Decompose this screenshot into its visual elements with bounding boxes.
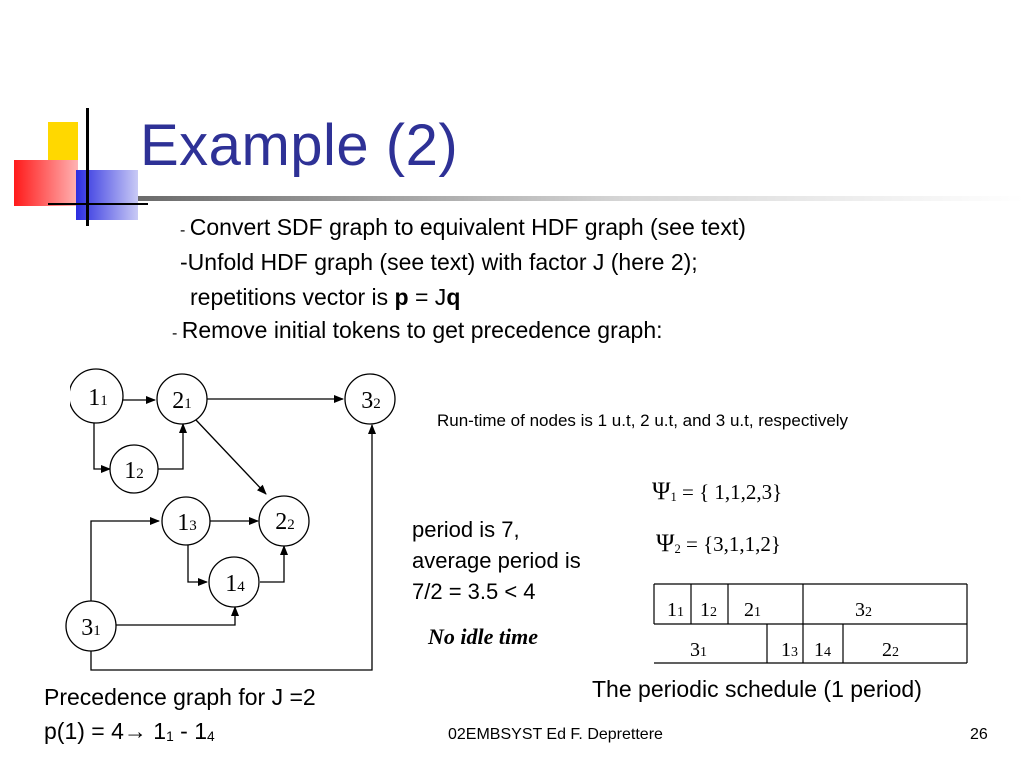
slide-title: Example (2) [140, 113, 459, 178]
edge-21-22 [196, 420, 266, 494]
p-b-sub: 4 [207, 729, 215, 745]
p-prefix: p(1) = 4 [44, 718, 124, 744]
bullet-1-text: Convert SDF graph to equivalent HDF graph (see text) [189, 214, 746, 240]
bullet-1-dash: - [180, 222, 190, 239]
schedule-cell-2-1: 21 [744, 599, 761, 621]
psi2-symbol: Ψ [656, 530, 675, 557]
page-number: 26 [970, 726, 988, 743]
graph-node-3-2: 32 [361, 388, 381, 414]
graph-node-3-1: 31 [81, 615, 101, 641]
graph-node-1-2: 12 [124, 458, 144, 484]
psi1-set: = { 1,1,2,3} [676, 480, 783, 504]
rep-prefix: repetitions vector is [190, 284, 395, 310]
rep-p: p [394, 284, 409, 310]
edge-14-22 [260, 546, 284, 582]
psi2-subscript: 2 [674, 541, 681, 556]
edge-11-12 [94, 422, 110, 469]
period-line-3: 7/2 = 3.5 < 4 [412, 579, 536, 604]
period-text [412, 514, 581, 607]
bullet-2-dash: - [180, 249, 188, 275]
graph-node-2-1: 21 [172, 388, 192, 414]
psi2-formula [656, 530, 781, 558]
node-11-mask [64, 380, 70, 412]
p-a: 1 [146, 718, 167, 744]
period-line-1: period is 7, [412, 517, 520, 542]
graph-node-1-4: 14 [225, 571, 245, 597]
p-formula [44, 718, 215, 745]
no-idle-note: No idle time [428, 624, 538, 649]
schedule-cell-1-4: 14 [814, 639, 831, 661]
bullet-2-text: Unfold HDF graph (see text) with factor J (here 2); [187, 249, 698, 275]
psi1-symbol: Ψ [652, 478, 671, 505]
schedule-cell-3-2: 32 [855, 599, 872, 621]
schedule-cell-1-1: 11 [667, 599, 684, 621]
schedule-cell-2-2: 22 [882, 639, 899, 661]
psi1-formula [652, 478, 782, 506]
psi2-set: = {3,1,1,2} [680, 532, 782, 556]
graph-node-1-3: 13 [177, 510, 197, 536]
schedule-cell-1-2: 12 [700, 599, 717, 621]
p-a-sub: 1 [166, 729, 174, 745]
rep-q: q [446, 284, 461, 310]
bullet-3-text: Remove initial tokens to get precedence graph: [181, 317, 663, 343]
schedule-cell-1-3: 13 [781, 639, 798, 661]
p-mid: - 1 [173, 718, 208, 744]
footer-text: 02EMBSYST Ed F. Deprettere [448, 726, 663, 743]
graph-node-2-2: 22 [275, 509, 295, 535]
schedule-cell-3-1: 31 [690, 639, 707, 661]
rep-eq: = J [408, 284, 447, 310]
runtime-note: Run-time of nodes is 1 u.t, 2 u.t, and 3 u.t, respectively [437, 411, 849, 430]
arrow-icon: → [123, 719, 147, 744]
precedence-graph [0, 0, 440, 690]
precedence-caption: Precedence graph for J =2 [44, 684, 316, 710]
schedule-chart [640, 575, 980, 675]
edge-12-21 [158, 424, 183, 469]
period-line-2: average period is [412, 548, 581, 573]
edge-31-14 [116, 607, 235, 625]
graph-node-1-1: 11 [88, 385, 108, 411]
schedule-caption: The periodic schedule (1 period) [592, 676, 922, 702]
edge-13-14 [188, 543, 207, 582]
bullet-3-dash: - [172, 325, 182, 342]
psi1-subscript: 1 [670, 489, 677, 504]
edge-31-13 [91, 521, 159, 603]
